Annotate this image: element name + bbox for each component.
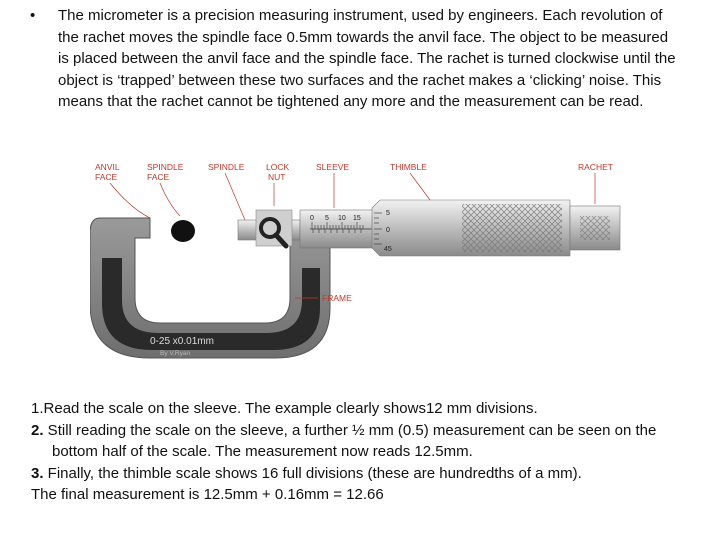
label-spindle-face-1: SPINDLE <box>147 162 184 172</box>
step-1 <box>31 398 691 420</box>
label-thimble: THIMBLE <box>390 162 427 172</box>
step-1-number: 1. <box>31 400 44 417</box>
intro-paragraph <box>30 5 680 113</box>
step-2-number: 2. <box>31 421 44 439</box>
label-lock-nut-2: NUT <box>268 172 286 182</box>
frame-credit: By V.Ryan <box>160 350 191 357</box>
sleeve-scale-10: 10 <box>338 215 346 222</box>
thimble-scale-45: 45 <box>384 246 392 253</box>
label-anvil-face-1: ANVIL <box>95 162 120 172</box>
label-spindle-face-2: FACE <box>147 172 170 182</box>
step-2 <box>31 420 691 463</box>
bullet-marker: • <box>30 7 36 24</box>
thimble-scale-5: 5 <box>386 210 390 217</box>
intro-text: The micrometer is a precision measuring instrument, used by engineers. Each revolution of the rachet moves the spindle face 0.5mm towards the anvil face. The object to be measured is placed between the anvil face and the spindle face. The rachet is turned clockwise until the object is ‘trapped’ between these two surfaces and the rachet makes a ‘clicking’ noise. This means that the rachet cannot be tightened any more and the measurement can be read. <box>58 7 676 110</box>
step-1-text: Read the scale on the sleeve. The example clearly shows12 mm divisions. <box>43 400 538 417</box>
sleeve-scale-0: 0 <box>310 215 314 222</box>
thimble-knurl <box>462 204 562 252</box>
label-spindle: SPINDLE <box>208 162 245 172</box>
label-sleeve: SLEEVE <box>316 162 350 172</box>
step-3-number: 3. <box>31 464 44 482</box>
final-measurement: The final measurement is 12.5mm + 0.16mm = 12.66 <box>31 486 384 503</box>
label-anvil-face-2: FACE <box>95 172 118 182</box>
steps-section <box>31 398 691 506</box>
thimble-scale-0: 0 <box>386 227 390 234</box>
micrometer-diagram <box>90 158 630 368</box>
label-frame: FRAME <box>322 293 352 303</box>
step-3 <box>31 463 691 485</box>
step-3-text: Finally, the thimble scale shows 16 full divisions (these are hundredths of a mm). <box>43 464 582 482</box>
sleeve-scale-15: 15 <box>353 215 361 222</box>
step-2-text: Still reading the scale on the sleeve, a further ½ mm (0.5) measurement can be seen on the bottom half of the scale. The measurement now reads 12.5mm. <box>43 421 657 460</box>
label-rachet: RACHET <box>578 162 613 172</box>
sleeve-scale-5: 5 <box>325 215 329 222</box>
frame-text: 0-25 x0.01mm <box>150 336 214 347</box>
label-lock-nut-1: LOCK <box>266 162 290 172</box>
anvil <box>171 220 195 242</box>
